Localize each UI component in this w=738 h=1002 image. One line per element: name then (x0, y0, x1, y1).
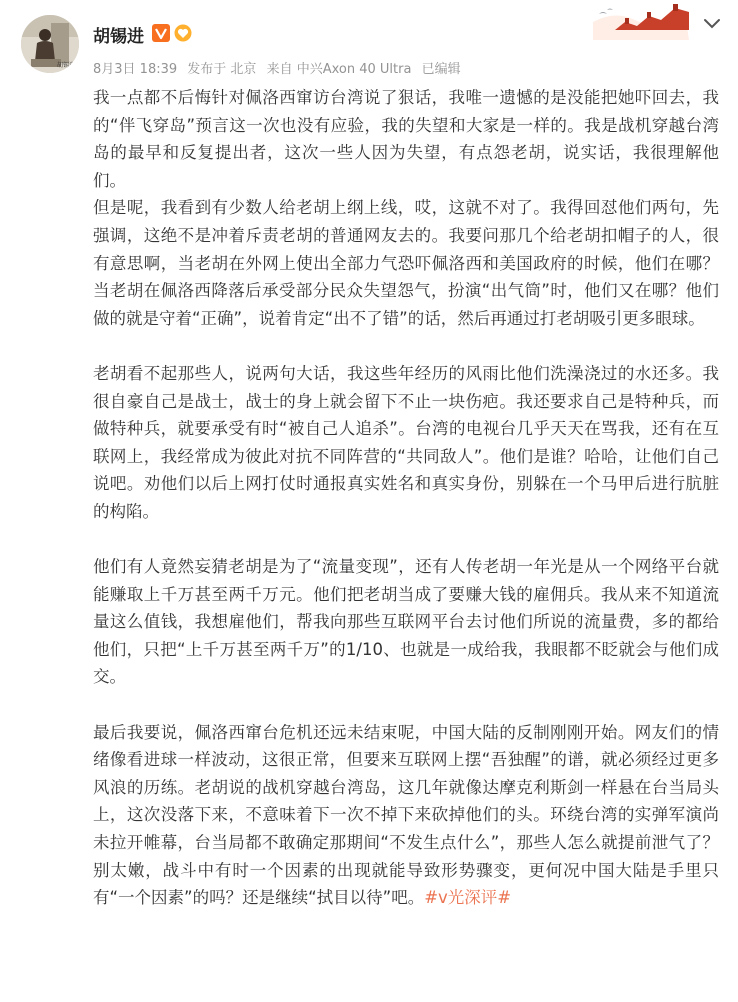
avatar-image (21, 15, 79, 73)
post-paragraph-4-text: 最后我要说，佩洛西窜台危机还远未结束呢，中国大陆的反制刚刚开始。网友们的情绪像看进球一样波动，这很正常，但要来互联网上摆“吾独醒”的谱，就必须经过更多风浪的历练。老胡说的战机穿越台湾岛，这几年就像达摩克利斯剑一样悬在台当局头上，这次没落下来，不意味着下一次不掉下来砍掉他们的头。环绕台湾的实弹军演尚未拉开帷幕，台当局都不敢确定那期间“不发生点什么”，那些人怎么就提前泄气了？别太嫩，战斗中有时一个因素的出现就能导致形势骤变，更何况中国大陆是手里只有“一个因素”的吗？还是继续“拭目以待”吧。 (93, 722, 719, 908)
great-wall-banner-icon (585, 0, 697, 40)
hashtag-link[interactable]: #v光深评# (424, 888, 512, 908)
post-device: 来自 中兴Axon 40 Ultra (266, 62, 412, 77)
more-options-button[interactable] (700, 14, 724, 34)
avatar[interactable] (21, 15, 79, 73)
edited-label[interactable]: 已编辑 (421, 62, 461, 77)
post-paragraph-3: 他们有人竟然妄猜老胡是为了“流量变现”，还有人传老胡一年光是从一个网络平台就能赚取上千万甚至两千万元。他们把老胡当成了要赚大钱的雇佣兵。我从来不知道流量这么值钱，我想雇他们，帮我向那些互联网平台去讨他们所说的流量费，多的都给他们，只把“上千万甚至两千万”的1/10、也就是一成给我，我眼都不眨就会与他们成交。 (93, 557, 719, 687)
post-location: 发布于 北京 (187, 62, 257, 77)
post-meta (93, 58, 467, 77)
avatar-caption: 胡锡进 (57, 62, 76, 69)
post-paragraph-1a: 我一点都不后悔针对佩洛西窜访台湾说了狠话，我唯一遗憾的是没能把她吓回去，我的“伴飞穿岛”预言这一次也没有应验，我的失望和大家是一样的。我是战机穿越台湾岛的最早和反复提出者，这次一些人因为失望，有点怨老胡，说实话，我很理解他们。 (93, 88, 719, 190)
chevron-down-icon (700, 19, 724, 38)
post-date[interactable]: 8月3日 18:39 (93, 62, 178, 77)
v-badge-icon (152, 24, 170, 42)
post-paragraph-1b: 但是呢，我看到有少数人给老胡上纲上线，哎，这就不对了。我得回怼他们两句，先强调，这绝不是冲着斥责老胡的普通网友去的。我要问那几个给老胡扣帽子的人，很有意思啊，当老胡在外网上使出全部力气恐吓佩洛西和美国政府的时候，他们在哪？当老胡在佩洛西降落后承受部分民众失望怨气，扮演“出气筒”时，他们又在哪？他们做的就是守着“正确”，说着肯定“出不了错”的话，然后再通过打老胡吸引更多眼球。 (93, 198, 719, 328)
post-body (93, 84, 719, 912)
post-header (0, 0, 738, 82)
username[interactable]: 胡锡进 (93, 27, 144, 47)
level-heart-icon (174, 24, 192, 42)
post-paragraph-2: 老胡看不起那些人，说两句大话，我这些年经历的风雨比他们洗澡浇过的水还多。我很自豪自己是战士，战士的身上就会留下不止一块伤疤。我还要求自己是特种兵，而做特种兵，就要承受有时“被自己人追杀”。台湾的电视台几乎天天在骂我，还有在互联网上，我经常成为彼此对抗不同阵营的“共同敌人”。他们是谁？哈哈，让他们自己说吧。劝他们以后上网打仗时通报真实姓名和真实身份，别躲在一个马甲后进行肮脏的构陷。 (93, 363, 719, 521)
post-paragraph-4 (93, 719, 719, 912)
